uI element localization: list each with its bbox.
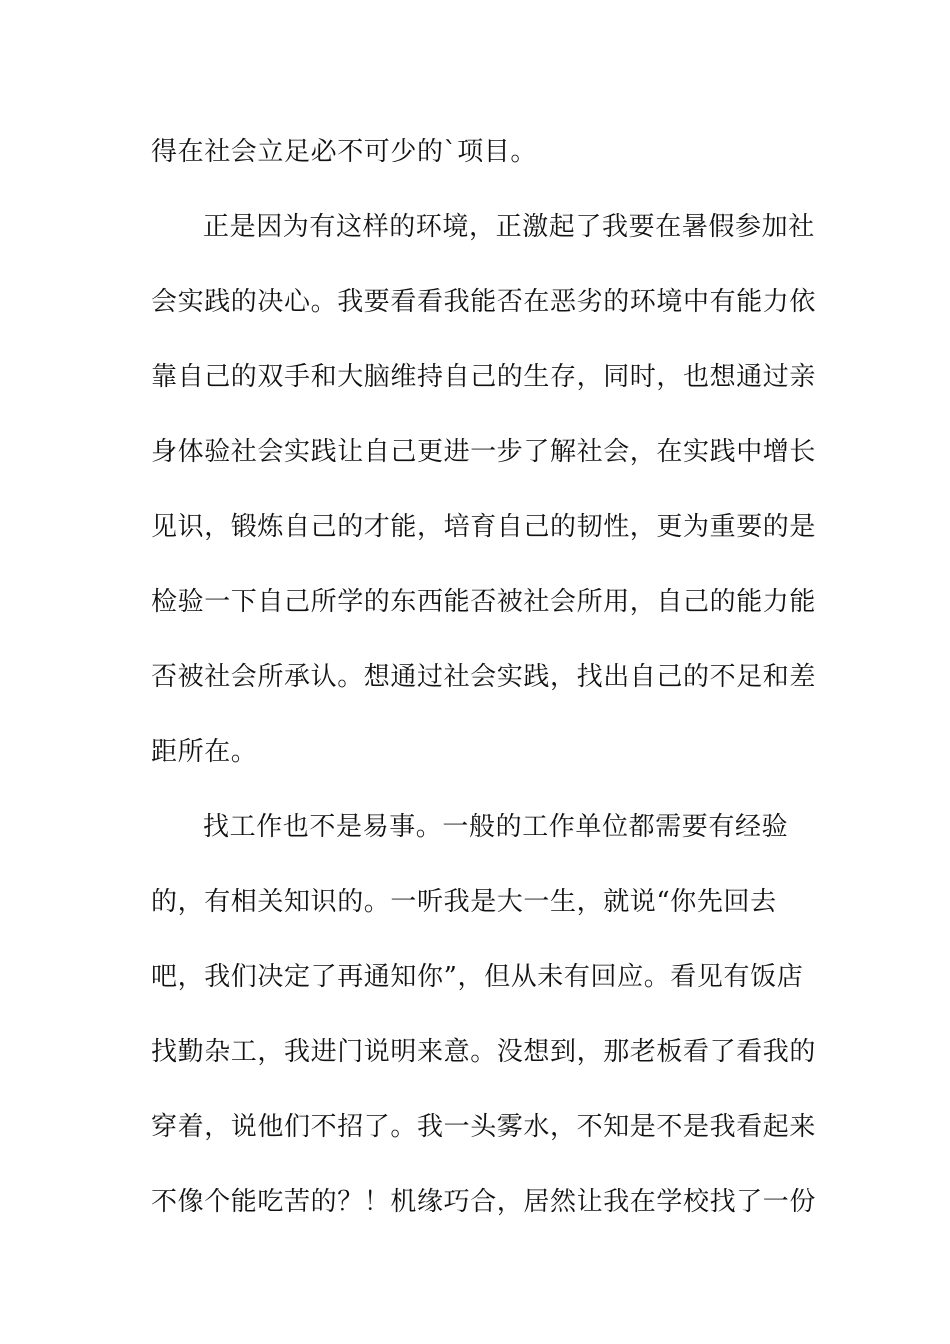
text-line: 距所在。 [151, 737, 258, 767]
text-line: 见识，锻炼自己的才能，培育自己的韧性，更为重要的是 [151, 512, 817, 542]
text-line: 吧，我们决定了再通知你”，但从未有回应。看见有饭店 [151, 962, 804, 992]
text-line: 穿着，说他们不招了。我一头雾水，不知是不是我看起来 [151, 1112, 817, 1142]
text-line: 找勤杂工，我进门说明来意。没想到，那老板看了看我的 [151, 1037, 817, 1067]
text-line: 靠自己的双手和大脑维持自己的生存，同时，也想通过亲 [151, 362, 817, 392]
text-line: 的，有相关知识的。一听我是大一生，就说“你先回去 [151, 887, 777, 917]
text-line: 得在社会立足必不可少的`项目。 [151, 137, 538, 167]
paragraph-start-line: 找工作也不是易事。一般的工作单位都需要有经验 [203, 812, 789, 842]
text-line: 检验一下自己所学的东西能否被社会所用，自己的能力能 [151, 587, 817, 617]
text-line: 身体验社会实践让自己更进一步了解社会，在实践中增长 [151, 437, 817, 467]
text-line: 否被社会所承认。想通过社会实践，找出自己的不足和差 [151, 662, 817, 692]
text-line: 会实践的决心。我要看看我能否在恶劣的环境中有能力依 [151, 287, 817, 317]
paragraph-start-line: 正是因为有这样的环境，正激起了我要在暑假参加社 [203, 212, 815, 242]
text-line: 不像个能吃苦的？！机缘巧合，居然让我在学校找了一份 [151, 1187, 817, 1217]
body-text [151, 128, 817, 1253]
